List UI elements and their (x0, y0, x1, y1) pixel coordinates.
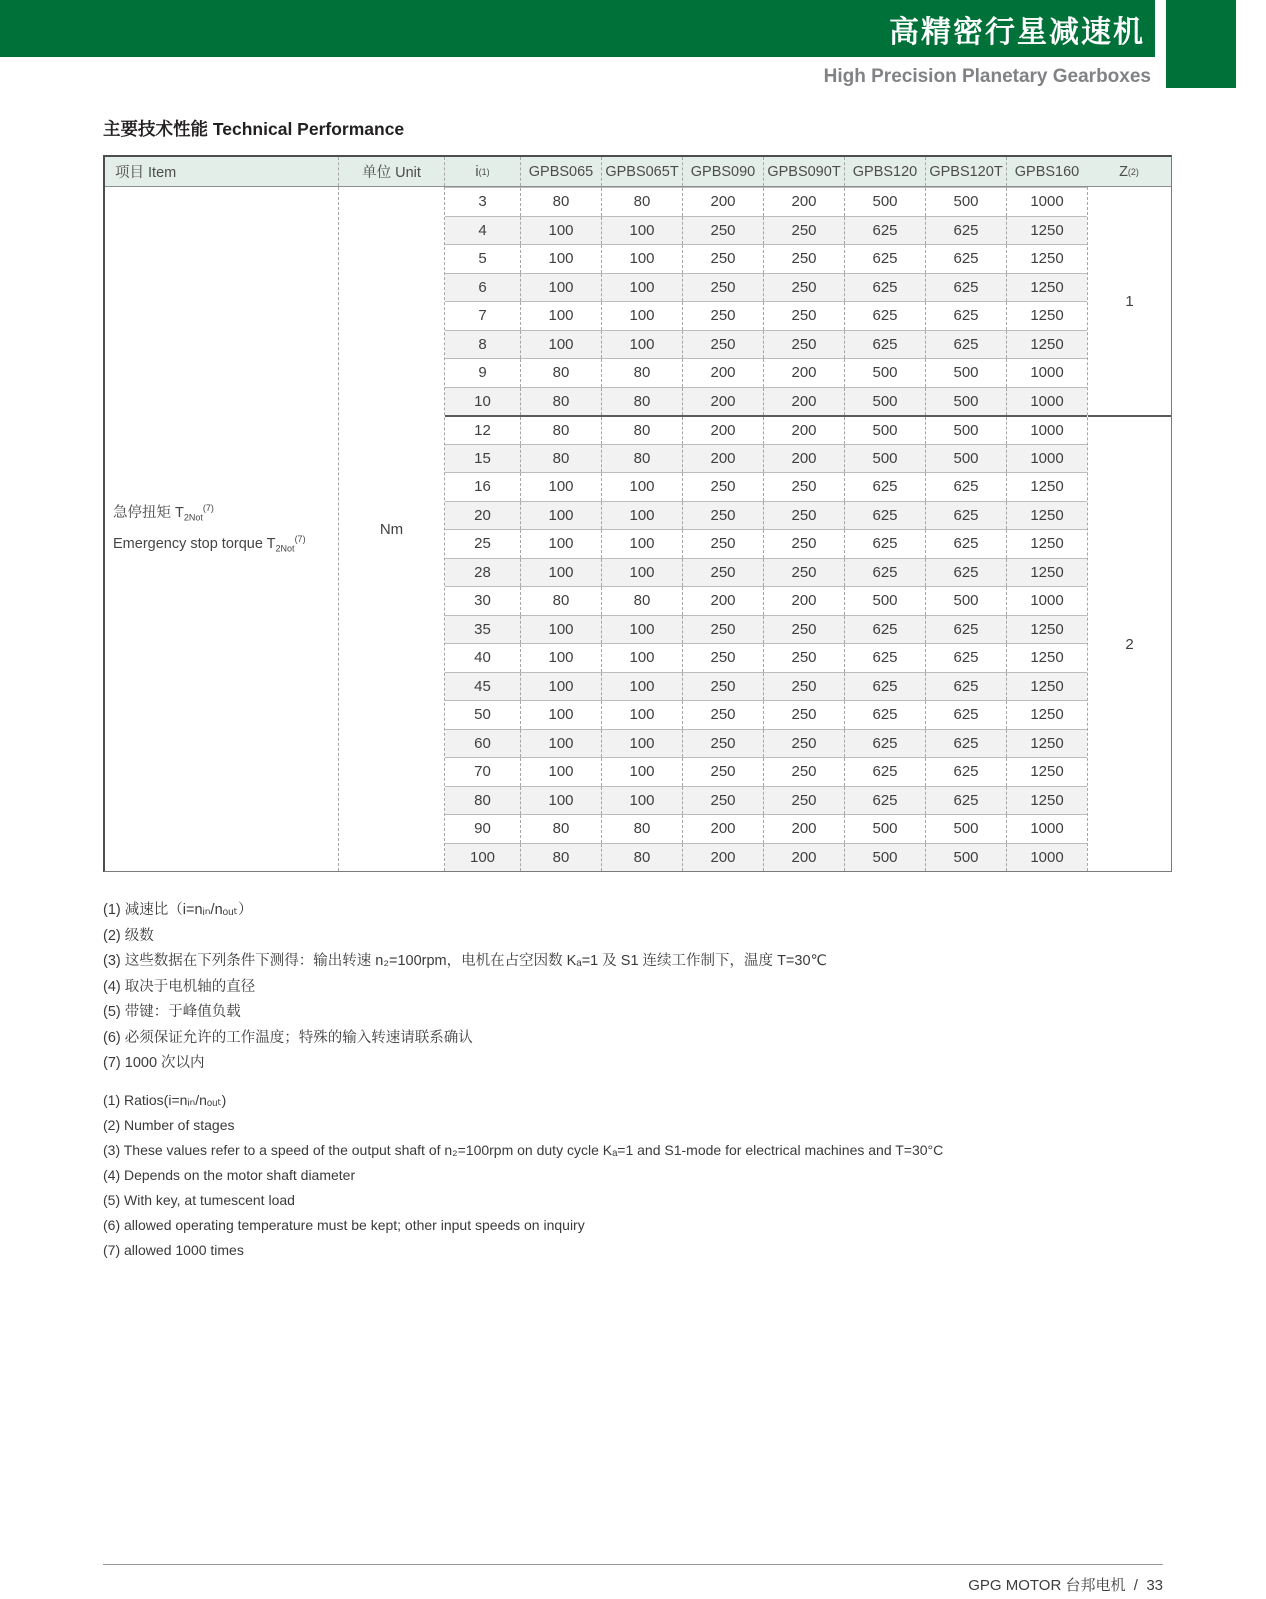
value-gpbs090t: 250 (764, 502, 845, 530)
value-gpbs090t: 250 (764, 701, 845, 729)
value-gpbs065: 80 (521, 388, 602, 416)
value-gpbs065: 100 (521, 245, 602, 273)
value-gpbs065t: 100 (602, 644, 683, 672)
value-gpbs090: 200 (683, 445, 764, 473)
table-body (105, 187, 1171, 871)
table-row (445, 501, 1087, 530)
value-gpbs065: 100 (521, 302, 602, 330)
value-gpbs120t: 625 (926, 758, 1007, 786)
value-gpbs065t: 80 (602, 188, 683, 216)
value-gpbs160: 1250 (1030, 307, 1064, 325)
table-row (445, 273, 1087, 302)
ratio-cell: 4 (445, 217, 521, 245)
value-gpbs065: 100 (521, 616, 602, 644)
page-footer (103, 1564, 1163, 1595)
value-gpbs090t: 250 (764, 758, 845, 786)
table-row (445, 301, 1087, 330)
value-gpbs090: 250 (683, 616, 764, 644)
column-header-gpbs065: GPBS065 (521, 157, 602, 186)
footnote-line: (6) 必须保证允许的工作温度；特殊的输入转速请联系确认 (103, 1029, 473, 1046)
value-gpbs065t: 80 (602, 844, 683, 872)
section-title-en: Technical Performance (212, 119, 405, 139)
table-row (445, 387, 1087, 416)
value-gpbs090: 250 (683, 217, 764, 245)
value-gpbs120: 625 (845, 559, 926, 587)
value-gpbs065: 100 (521, 644, 602, 672)
value-gpbs120: 625 (845, 530, 926, 558)
value-gpbs065t: 80 (602, 417, 683, 444)
value-gpbs120: 500 (845, 815, 926, 843)
value-gpbs120t: 500 (926, 587, 1007, 615)
item-label-zh: 急停扭矩 $T_{2Not}^{(7)}$ (113, 503, 214, 523)
value-gpbs065t: 100 (602, 673, 683, 701)
value-gpbs090: 250 (683, 530, 764, 558)
value-gpbs065: 100 (521, 758, 602, 786)
ratio-cell: 45 (445, 673, 521, 701)
ratio-footnote-marker: (1) (478, 166, 490, 177)
footnote-line: (6) allowed operating temperature must be kept; other input speeds on inquiry (103, 1217, 585, 1233)
value-gpbs065t: 80 (602, 815, 683, 843)
value-gpbs120: 625 (845, 616, 926, 644)
value-gpbs065t: 100 (602, 616, 683, 644)
ratio-cell: 60 (445, 730, 521, 758)
value-gpbs120t: 625 (926, 473, 1007, 501)
value-gpbs065t: 100 (602, 302, 683, 330)
value-gpbs160: 1250 (1030, 535, 1064, 553)
ratio-cell: 40 (445, 644, 521, 672)
value-gpbs090: 200 (683, 844, 764, 872)
value-gpbs120: 625 (845, 644, 926, 672)
ratio-cell: 7 (445, 302, 521, 330)
ratio-cell: 100 (445, 844, 521, 872)
value-gpbs090: 200 (683, 815, 764, 843)
banner-title: 高精密行星减速机 (889, 15, 1145, 49)
column-header-gpbs120t: GPBS120T (926, 157, 1007, 186)
value-gpbs090: 200 (683, 417, 764, 444)
footnote-line: (7) allowed 1000 times (103, 1242, 244, 1258)
value-gpbs160: 1000 (1030, 848, 1064, 866)
value-gpbs160: 1000 (1030, 364, 1064, 382)
value-gpbs065: 100 (521, 502, 602, 530)
ratio-cell: 10 (445, 388, 521, 416)
value-gpbs120: 625 (845, 730, 926, 758)
value-gpbs065t: 100 (602, 559, 683, 587)
table-row (445, 472, 1087, 501)
value-gpbs120t: 625 (926, 616, 1007, 644)
value-gpbs160: 1000 (1030, 193, 1064, 211)
value-gpbs120: 625 (845, 502, 926, 530)
ratio-cell: 12 (445, 417, 521, 444)
value-gpbs065t: 100 (602, 473, 683, 501)
value-gpbs160: 1000 (1030, 820, 1064, 838)
value-gpbs120t: 625 (926, 530, 1007, 558)
footnotes-english (103, 1088, 1183, 1263)
value-gpbs160: 1250 (1030, 563, 1064, 581)
table-row (445, 586, 1087, 615)
table-row (445, 757, 1087, 786)
value-gpbs120t: 500 (926, 388, 1007, 416)
value-gpbs120: 500 (845, 445, 926, 473)
table-row (445, 615, 1087, 644)
value-gpbs090t: 250 (764, 644, 845, 672)
value-gpbs065: 80 (521, 188, 602, 216)
value-gpbs090t: 200 (764, 417, 845, 444)
value-gpbs090t: 200 (764, 188, 845, 216)
header-subtitle: High Precision Planetary Gearboxes (823, 66, 1151, 87)
stages-column (1087, 187, 1171, 871)
value-gpbs090: 250 (683, 730, 764, 758)
value-gpbs160: 1250 (1030, 278, 1064, 296)
value-gpbs090t: 250 (764, 473, 845, 501)
header-corner-block (1166, 0, 1236, 88)
column-header-item: 项目 Item (105, 157, 339, 186)
value-gpbs090t: 250 (764, 616, 845, 644)
value-gpbs065: 80 (521, 359, 602, 387)
value-gpbs160: 1250 (1030, 706, 1064, 724)
item-label-en: Emergency stop torque $T_{2Not}^{(7)}$ (113, 534, 306, 554)
value-gpbs160: 1000 (1030, 421, 1064, 439)
value-gpbs065t: 80 (602, 388, 683, 416)
footer-separator: / (1133, 1577, 1138, 1594)
value-gpbs065: 100 (521, 673, 602, 701)
value-gpbs065: 100 (521, 331, 602, 359)
table-row (445, 244, 1087, 273)
value-gpbs090: 200 (683, 587, 764, 615)
footer-text (103, 1574, 1163, 1595)
data-grid (445, 187, 1087, 871)
value-gpbs120: 625 (845, 673, 926, 701)
value-gpbs160: 1250 (1030, 734, 1064, 752)
value-gpbs120: 500 (845, 188, 926, 216)
footnote-line: (2) 级数 (103, 927, 154, 944)
ratio-cell: 16 (445, 473, 521, 501)
value-gpbs120: 500 (845, 388, 926, 416)
footnotes-chinese (103, 898, 1183, 1077)
section-title (103, 116, 404, 141)
value-gpbs090: 250 (683, 502, 764, 530)
table-row (445, 187, 1087, 216)
value-gpbs160: 1250 (1030, 250, 1064, 268)
section-title-zh: 主要技术性能 (103, 119, 208, 139)
value-gpbs160: 1000 (1030, 592, 1064, 610)
value-gpbs120t: 500 (926, 359, 1007, 387)
ratio-cell: 20 (445, 502, 521, 530)
value-gpbs065t: 80 (602, 445, 683, 473)
value-gpbs065: 100 (521, 530, 602, 558)
footnote-line: (3) 这些数据在下列条件下测得：输出转速 n₂=100rpm，电机在占空因数 Kₐ=1 及 S1 连续工作制下，温度 T=30℃ (103, 953, 827, 969)
value-gpbs120: 625 (845, 331, 926, 359)
value-gpbs120: 625 (845, 758, 926, 786)
value-gpbs120t: 500 (926, 445, 1007, 473)
value-gpbs120: 625 (845, 245, 926, 273)
value-gpbs065t: 80 (602, 359, 683, 387)
value-gpbs090: 200 (683, 388, 764, 416)
ratio-cell: 25 (445, 530, 521, 558)
item-cell (105, 187, 339, 871)
ratio-cell: 90 (445, 815, 521, 843)
value-gpbs090t: 250 (764, 302, 845, 330)
value-gpbs090t: 250 (764, 274, 845, 302)
table-row (445, 415, 1087, 444)
value-gpbs090: 250 (683, 787, 764, 815)
value-gpbs120t: 500 (926, 844, 1007, 872)
ratio-cell: 6 (445, 274, 521, 302)
column-header-ratio: i (1) (445, 157, 521, 186)
footnote-line: (4) Depends on the motor shaft diameter (103, 1167, 356, 1183)
value-gpbs065: 100 (521, 787, 602, 815)
value-gpbs120t: 625 (926, 331, 1007, 359)
performance-table (103, 155, 1172, 872)
value-gpbs090: 250 (683, 644, 764, 672)
value-gpbs120t: 625 (926, 730, 1007, 758)
value-gpbs160: 1250 (1030, 620, 1064, 638)
footnote-line: (2) Number of stages (103, 1117, 235, 1133)
ratio-cell: 15 (445, 445, 521, 473)
value-gpbs065t: 100 (602, 730, 683, 758)
value-gpbs160: 1000 (1030, 392, 1064, 410)
value-gpbs065: 100 (521, 473, 602, 501)
value-gpbs090t: 200 (764, 587, 845, 615)
value-gpbs090t: 250 (764, 730, 845, 758)
value-gpbs065: 100 (521, 274, 602, 302)
value-gpbs120: 500 (845, 844, 926, 872)
value-gpbs090: 250 (683, 302, 764, 330)
value-gpbs120: 500 (845, 359, 926, 387)
value-gpbs090t: 250 (764, 530, 845, 558)
column-header-stages: Z (2) (1119, 163, 1139, 180)
value-gpbs065: 80 (521, 445, 602, 473)
stage-group-1: 1 (1125, 292, 1134, 310)
column-header-gpbs090t: GPBS090T (764, 157, 845, 186)
value-gpbs160: 1250 (1030, 763, 1064, 781)
table-row (445, 643, 1087, 672)
value-gpbs160: 1250 (1030, 791, 1064, 809)
value-gpbs090t: 200 (764, 815, 845, 843)
value-gpbs090: 250 (683, 245, 764, 273)
ratio-cell: 8 (445, 331, 521, 359)
value-gpbs090: 250 (683, 331, 764, 359)
table-row (445, 358, 1087, 387)
footer-brand: GPG MOTOR 台邦电机 (968, 1577, 1126, 1594)
value-gpbs090: 250 (683, 758, 764, 786)
value-gpbs065t: 100 (602, 758, 683, 786)
column-header-gpbs090: GPBS090 (683, 157, 764, 186)
value-gpbs120t: 625 (926, 644, 1007, 672)
value-gpbs090t: 250 (764, 331, 845, 359)
value-gpbs090: 250 (683, 701, 764, 729)
value-gpbs065: 100 (521, 559, 602, 587)
value-gpbs120: 625 (845, 217, 926, 245)
value-gpbs160: 1000 (1030, 449, 1064, 467)
value-gpbs120t: 625 (926, 559, 1007, 587)
stage-group-2: 2 (1088, 415, 1171, 871)
ratio-cell: 70 (445, 758, 521, 786)
value-gpbs065: 80 (521, 815, 602, 843)
value-gpbs090: 250 (683, 473, 764, 501)
table-row (445, 700, 1087, 729)
value-gpbs065t: 100 (602, 331, 683, 359)
value-gpbs065: 100 (521, 701, 602, 729)
table-row (445, 529, 1087, 558)
value-gpbs120: 625 (845, 473, 926, 501)
ratio-cell: 50 (445, 701, 521, 729)
unit-cell: Nm (339, 187, 445, 871)
value-gpbs120t: 625 (926, 502, 1007, 530)
value-gpbs090t: 200 (764, 844, 845, 872)
value-gpbs065t: 80 (602, 587, 683, 615)
table-row (445, 216, 1087, 245)
value-gpbs090: 250 (683, 559, 764, 587)
value-gpbs090: 250 (683, 274, 764, 302)
ratio-cell: 80 (445, 787, 521, 815)
value-gpbs090: 200 (683, 359, 764, 387)
value-gpbs120t: 500 (926, 188, 1007, 216)
value-gpbs090t: 250 (764, 787, 845, 815)
footnote-line: (4) 取决于电机轴的直径 (103, 978, 256, 995)
value-gpbs065: 80 (521, 417, 602, 444)
value-gpbs120: 625 (845, 787, 926, 815)
value-gpbs120: 500 (845, 587, 926, 615)
column-header-gpbs065t: GPBS065T (602, 157, 683, 186)
column-header-gpbs160: GPBS160 (1014, 163, 1080, 180)
value-gpbs090t: 250 (764, 217, 845, 245)
value-gpbs065t: 100 (602, 217, 683, 245)
value-gpbs160: 1250 (1030, 335, 1064, 353)
footer-page-number: 33 (1146, 1577, 1163, 1594)
value-gpbs120: 625 (845, 701, 926, 729)
footnote-line: (3) These values refer to a speed of the output shaft of n₂=100rpm on duty cycle Kₐ=1 and S1-mode for electrical machines and T=30°C (103, 1142, 944, 1158)
value-gpbs090: 250 (683, 673, 764, 701)
value-gpbs065t: 100 (602, 787, 683, 815)
value-gpbs090t: 250 (764, 673, 845, 701)
value-gpbs065t: 100 (602, 530, 683, 558)
table-row (445, 729, 1087, 758)
value-gpbs065t: 100 (602, 502, 683, 530)
value-gpbs120t: 625 (926, 245, 1007, 273)
value-gpbs120t: 500 (926, 417, 1007, 444)
value-gpbs120: 625 (845, 302, 926, 330)
ratio-cell: 9 (445, 359, 521, 387)
column-header-unit: 单位 Unit (339, 157, 445, 186)
table-row (445, 330, 1087, 359)
value-gpbs120t: 625 (926, 787, 1007, 815)
value-gpbs160: 1250 (1030, 649, 1064, 667)
ratio-cell: 3 (445, 188, 521, 216)
value-gpbs160: 1250 (1030, 677, 1064, 695)
footnote-line: (1) 减速比（i=nᵢₙ/nₒᵤₜ） (103, 902, 253, 918)
value-gpbs090t: 200 (764, 445, 845, 473)
table-row (445, 843, 1087, 872)
table-row (445, 814, 1087, 843)
value-gpbs120t: 625 (926, 302, 1007, 330)
value-gpbs120: 500 (845, 417, 926, 444)
table-row (445, 444, 1087, 473)
value-gpbs090t: 250 (764, 559, 845, 587)
footnote-line: (5) 带键：于峰值负载 (103, 1004, 241, 1020)
table-row (445, 558, 1087, 587)
table-row (445, 672, 1087, 701)
value-gpbs065t: 100 (602, 274, 683, 302)
value-gpbs090t: 200 (764, 388, 845, 416)
value-gpbs120t: 625 (926, 701, 1007, 729)
table-row (445, 786, 1087, 815)
value-gpbs160: 1250 (1030, 478, 1064, 496)
footer-divider (103, 1564, 1163, 1565)
ratio-cell: 35 (445, 616, 521, 644)
value-gpbs120t: 500 (926, 815, 1007, 843)
value-gpbs090: 200 (683, 188, 764, 216)
header-banner (0, 0, 1155, 57)
value-gpbs160: 1250 (1030, 506, 1064, 524)
value-gpbs065: 80 (521, 844, 602, 872)
ratio-cell: 5 (445, 245, 521, 273)
value-gpbs065: 100 (521, 217, 602, 245)
footnote-line: (7) 1000 次以内 (103, 1055, 205, 1071)
value-gpbs160: 1250 (1030, 221, 1064, 239)
value-gpbs065t: 100 (602, 245, 683, 273)
value-gpbs120t: 625 (926, 673, 1007, 701)
footnote-line: (5) With key, at tumescent load (103, 1192, 295, 1208)
value-gpbs065: 100 (521, 730, 602, 758)
ratio-cell: 30 (445, 587, 521, 615)
table-header-row (105, 157, 1171, 187)
value-gpbs120: 625 (845, 274, 926, 302)
value-gpbs090t: 250 (764, 245, 845, 273)
value-gpbs120t: 625 (926, 274, 1007, 302)
column-header-gpbs120: GPBS120 (845, 157, 926, 186)
value-gpbs090t: 200 (764, 359, 845, 387)
footnote-line: (1) Ratios(i=nᵢₙ/nₒᵤₜ) (103, 1092, 227, 1108)
stages-footnote-marker: (2) (1127, 166, 1139, 177)
value-gpbs120t: 625 (926, 217, 1007, 245)
ratio-cell: 28 (445, 559, 521, 587)
value-gpbs065t: 100 (602, 701, 683, 729)
value-gpbs065: 80 (521, 587, 602, 615)
